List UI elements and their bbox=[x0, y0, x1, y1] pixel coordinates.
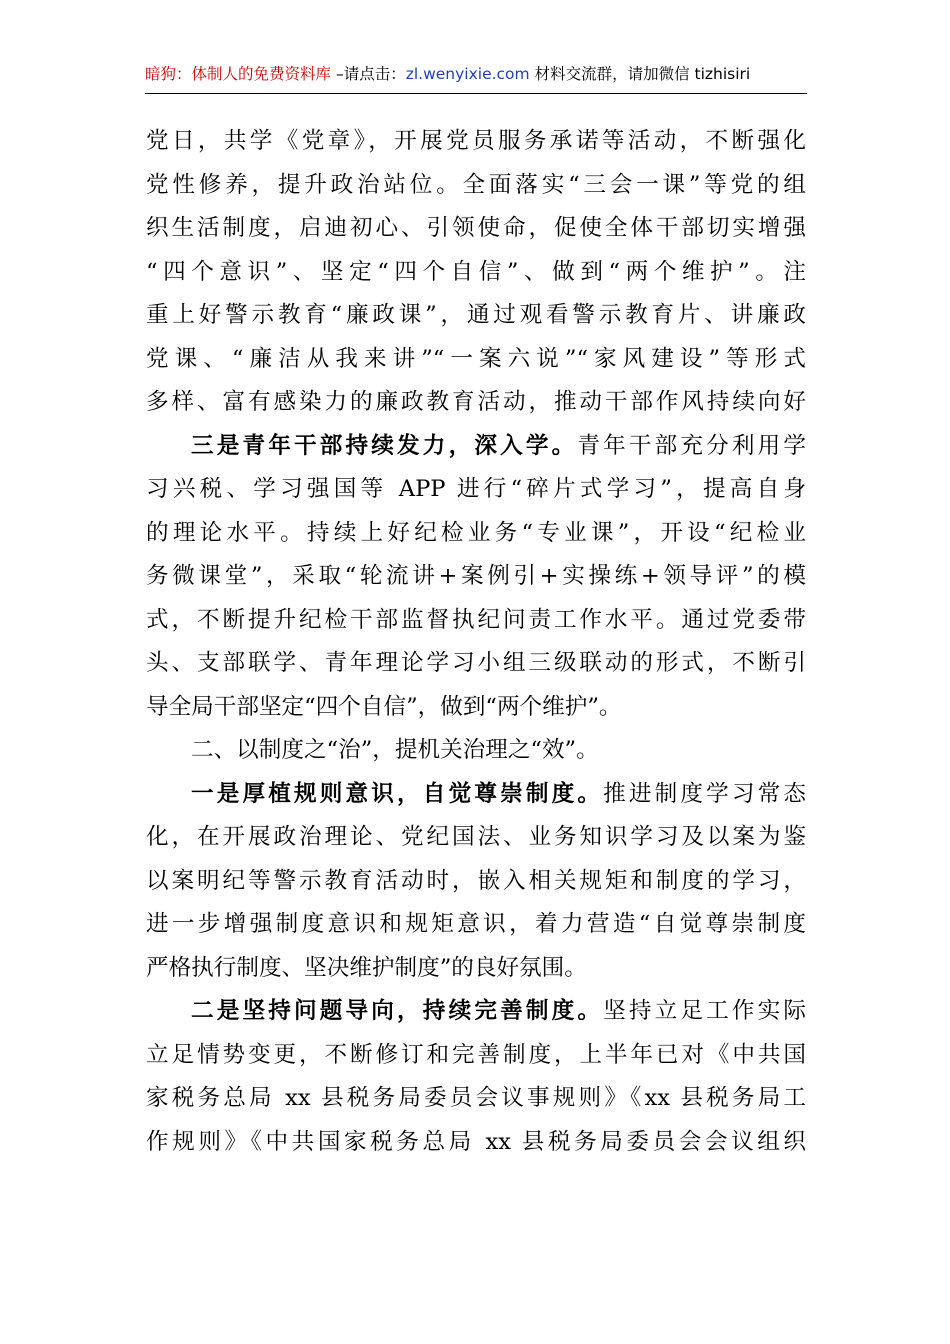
document-body bbox=[146, 120, 806, 1164]
text-line: 严格执行制度、坚决维护制度”的良好氛围。 bbox=[146, 954, 587, 981]
header-dash: –请点击： bbox=[331, 65, 406, 83]
text-line: 党日，共学《党章》，开展党员服务承诺等活动，不断强化 bbox=[146, 128, 806, 154]
text-line: 党课、“廉洁从我来讲”“一案六说”“家风建设”等形式 bbox=[146, 345, 806, 372]
text-line bbox=[146, 990, 806, 1034]
bold-lead: 三是青年干部持续发力，深入学。 bbox=[191, 432, 578, 459]
text-line: 立足情势变更，不断修订和完善制度，上半年已对《中共国 bbox=[146, 1041, 806, 1068]
text-line: 党性修养，提升政治站位。全面落实“三会一课”等党的组 bbox=[146, 171, 806, 198]
header-site-name: 暗狗：体制人的免费资料库 bbox=[145, 65, 332, 83]
section-heading bbox=[146, 729, 806, 773]
text-line: 进一步增强制度意识和规矩意识，着力营造“自觉尊崇制度 bbox=[146, 911, 806, 937]
text-line: 重上好警示教育“廉政课”，通过观看警示教育片、讲廉政 bbox=[146, 302, 806, 328]
lead-rest: 坚持立足工作实际 bbox=[603, 998, 806, 1024]
header-link[interactable]: zl.wenyixie.com bbox=[405, 65, 530, 83]
text-line: 式，不断提升纪检干部监督执纪问责工作水平。通过党委带 bbox=[146, 606, 806, 633]
text-line: 多样、富有感染力的廉政教育活动，推动干部作风持续向好 bbox=[146, 389, 806, 415]
bold-lead: 二是坚持问题导向，持续完善制度。 bbox=[191, 998, 604, 1024]
paragraph-youth-cadres bbox=[146, 425, 806, 730]
text-line: “四个意识”、坚定“四个自信”、做到“两个维护”。注 bbox=[146, 258, 806, 285]
text-line: 织生活制度，启迪初心、引领使命，促使全体干部切实增强 bbox=[146, 215, 806, 241]
paragraph-party-day bbox=[146, 120, 806, 425]
text-line: 习兴税、学习强国等 APP 进行“碎片式学习”，提高自身 bbox=[146, 476, 806, 502]
text-line: 务微课堂”，采取“轮流讲+案例引+实操练+领导评”的模 bbox=[146, 563, 806, 589]
header-wechat-note: 材料交流群，请加微信 tizhisiri bbox=[529, 65, 751, 83]
heading-line: 二、以制度之“治”，提机关治理之“效”。 bbox=[191, 737, 599, 763]
lead-rest: 推进制度学习常态 bbox=[603, 780, 806, 807]
text-line: 以案明纪等警示教育活动时，嵌入相关规矩和制度的学习， bbox=[146, 867, 806, 894]
text-line bbox=[146, 425, 806, 469]
text-line: 头、支部联学、青年理论学习小组三级联动的形式，不断引 bbox=[146, 650, 806, 676]
page-header bbox=[145, 64, 807, 84]
text-line: 作规则》《中共国家税务总局 xx 县税务局委员会会议组织 bbox=[146, 1128, 806, 1155]
text-line: 的理论水平。持续上好纪检业务“专业课”，开设“纪检业 bbox=[146, 519, 806, 546]
paragraph-rule-awareness bbox=[146, 773, 806, 991]
header-divider bbox=[145, 93, 807, 94]
text-line: 化，在开展政治理论、党纪国法、业务知识学习及以案为鉴 bbox=[146, 824, 806, 850]
text-line: 导全局干部坚定“四个自信”，做到“两个维护”。 bbox=[146, 693, 622, 720]
bold-lead: 一是厚植规则意识，自觉尊崇制度。 bbox=[191, 780, 604, 807]
lead-rest: 青年干部充分利用学 bbox=[577, 432, 806, 459]
paragraph-problem-oriented bbox=[146, 990, 806, 1164]
text-line bbox=[146, 773, 806, 817]
text-line: 家税务总局 xx 县税务局委员会议事规则》《xx 县税务局工 bbox=[146, 1085, 806, 1111]
